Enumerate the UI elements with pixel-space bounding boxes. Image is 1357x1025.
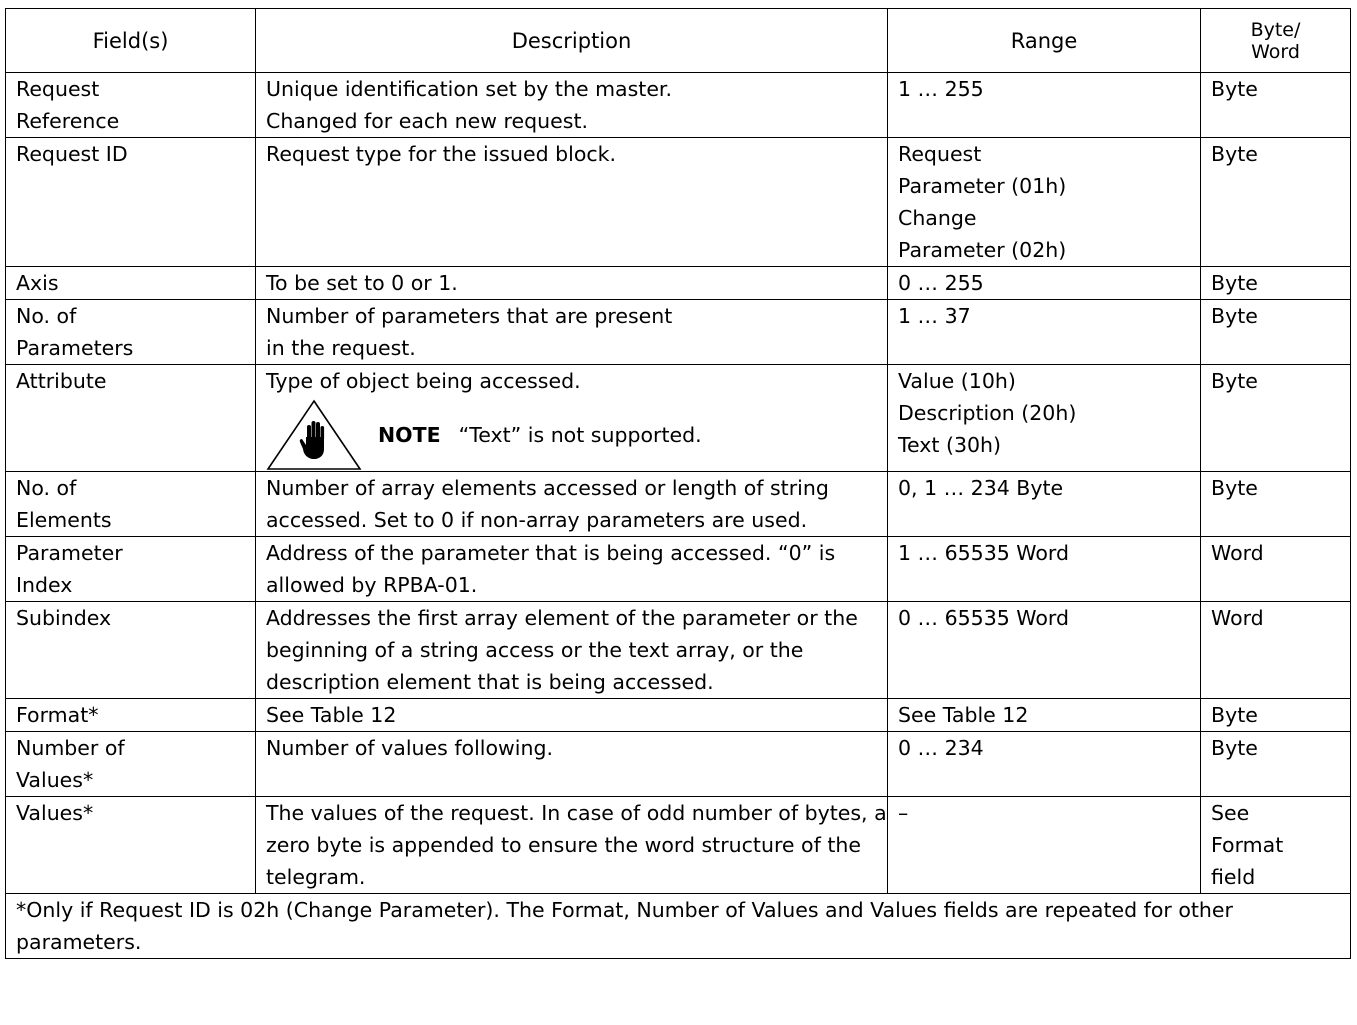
range-cell: 1 … 65535 Word: [888, 537, 1201, 602]
size-cell: See Format field: [1201, 797, 1351, 894]
range-cell: 0 … 255: [888, 267, 1201, 300]
size-cell: Byte: [1201, 300, 1351, 365]
description-cell: Number of values following.: [256, 732, 888, 797]
field-cell: Subindex: [6, 602, 256, 699]
field-cell: Values*: [6, 797, 256, 894]
size-cell: Byte: [1201, 472, 1351, 537]
table-row: [6, 73, 1351, 138]
description-cell: Addresses the first array element of the parameter or the beginning of a string access or the text array, or the description element that is being accessed.: [256, 602, 888, 699]
description-cell: [256, 365, 888, 472]
range-cell: Value (10h) Description (20h) Text (30h): [888, 365, 1201, 472]
field-cell: No. of Parameters: [6, 300, 256, 365]
note-text: “Text” is not supported.: [458, 423, 702, 447]
description-cell: Number of array elements accessed or length of string accessed. Set to 0 if non-array parameters are used.: [256, 472, 888, 537]
table-row: [6, 732, 1351, 797]
field-cell: Parameter Index: [6, 537, 256, 602]
field-cell: Request ID: [6, 138, 256, 267]
range-cell: –: [888, 797, 1201, 894]
range-cell: 1 … 37: [888, 300, 1201, 365]
field-cell: Axis: [6, 267, 256, 300]
field-cell: Number of Values*: [6, 732, 256, 797]
header-byte-word: Byte/ Word: [1201, 9, 1351, 73]
description-cell: Number of parameters that are present in the request.: [256, 300, 888, 365]
note-label: NOTE: [378, 423, 441, 447]
table-row: [6, 699, 1351, 732]
description-cell: To be set to 0 or 1.: [256, 267, 888, 300]
table-row: [6, 300, 1351, 365]
range-cell: 0 … 65535 Word: [888, 602, 1201, 699]
description-text: Type of object being accessed.: [266, 369, 581, 393]
table-footer-row: [6, 894, 1351, 959]
size-cell: Byte: [1201, 365, 1351, 472]
header-description: Description: [256, 9, 888, 73]
footnote: *Only if Request ID is 02h (Change Parameter). The Format, Number of Values and Values fields are repeated for other parameters.: [6, 894, 1351, 959]
range-cell: 0, 1 … 234 Byte: [888, 472, 1201, 537]
description-cell: Request type for the issued block.: [256, 138, 888, 267]
table-header-row: [6, 9, 1351, 73]
size-cell: Byte: [1201, 73, 1351, 138]
table-row: [6, 472, 1351, 537]
table-row: [6, 365, 1351, 472]
size-cell: Byte: [1201, 267, 1351, 300]
table-row: [6, 797, 1351, 894]
size-cell: Word: [1201, 602, 1351, 699]
field-cell: No. of Elements: [6, 472, 256, 537]
size-cell: Byte: [1201, 699, 1351, 732]
note-block: [266, 399, 887, 471]
hand-warning-icon: [266, 399, 362, 471]
range-cell: Request Parameter (01h) Change Parameter (02h): [888, 138, 1201, 267]
range-cell: 1 … 255: [888, 73, 1201, 138]
size-cell: Byte: [1201, 732, 1351, 797]
table-row: [6, 537, 1351, 602]
header-fields: Field(s): [6, 9, 256, 73]
field-cell: Format*: [6, 699, 256, 732]
range-cell: 0 … 234: [888, 732, 1201, 797]
table-row: [6, 138, 1351, 267]
field-cell: Request Reference: [6, 73, 256, 138]
table-row: [6, 602, 1351, 699]
description-cell: Address of the parameter that is being accessed. “0” is allowed by RPBA-01.: [256, 537, 888, 602]
size-cell: Word: [1201, 537, 1351, 602]
request-fields-table: [5, 8, 1351, 959]
range-cell: See Table 12: [888, 699, 1201, 732]
header-range: Range: [888, 9, 1201, 73]
table-row: [6, 267, 1351, 300]
description-cell: See Table 12: [256, 699, 888, 732]
size-cell: Byte: [1201, 138, 1351, 267]
field-cell: Attribute: [6, 365, 256, 472]
description-cell: The values of the request. In case of odd number of bytes, a zero byte is appended to ensure the word structure of the telegram.: [256, 797, 888, 894]
description-cell: Unique identification set by the master. Changed for each new request.: [256, 73, 888, 138]
